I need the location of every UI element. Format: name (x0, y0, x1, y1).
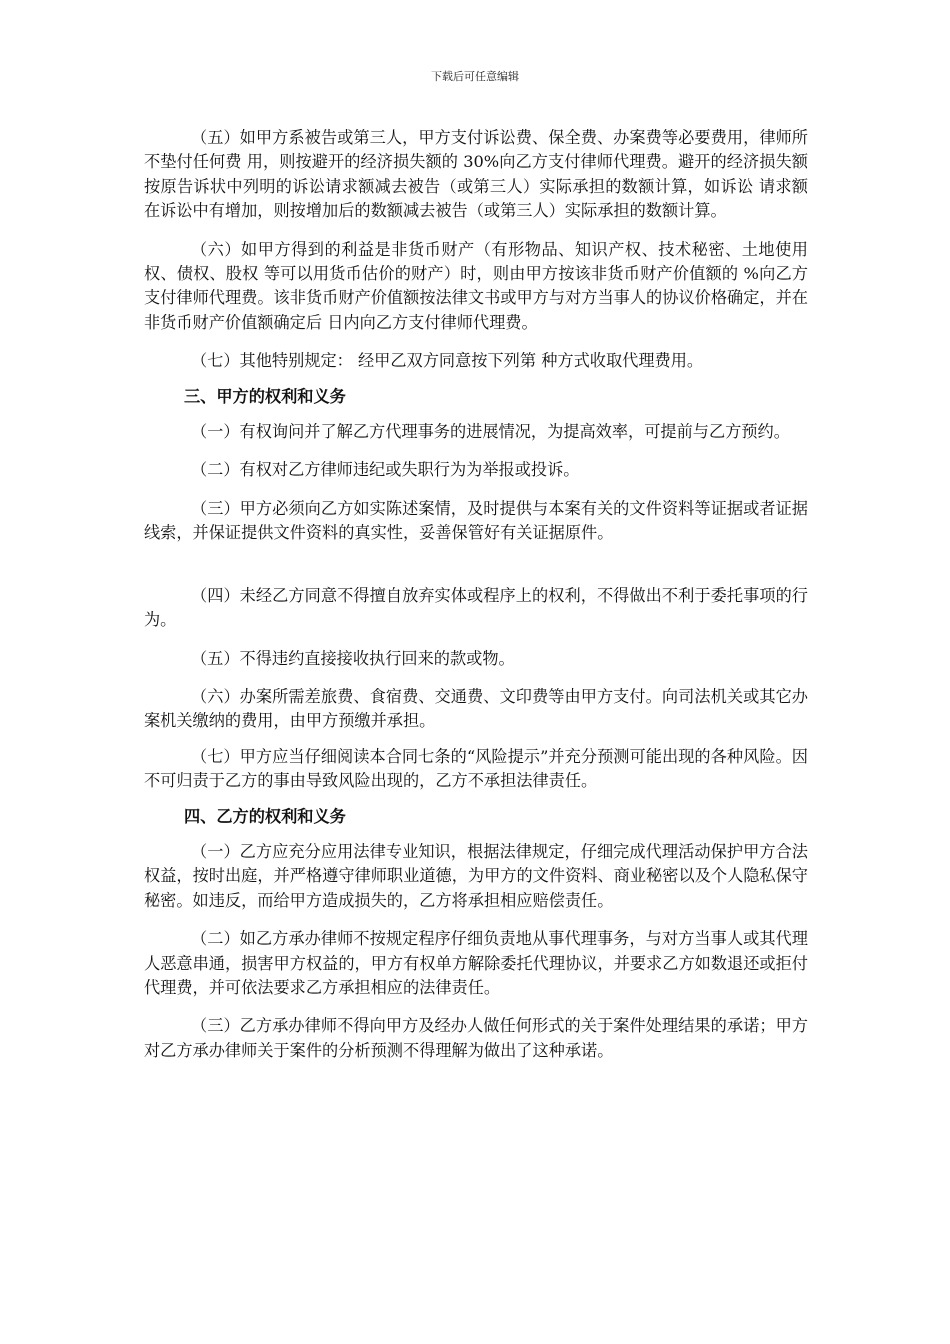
section-4-title: 四、乙方的权利和义务 (184, 806, 346, 826)
clause-4-3: （三）乙方承办律师不得向甲方及经办人做任何形式的关于案件处理结果的承诺；甲方对乙方承办律师关于案件的分析预测不得理解为做出了这种承诺。 (144, 1016, 808, 1060)
clause-2-7: （七）其他特别规定： 经甲乙双方同意按下列第 种方式收取代理费用。 (190, 351, 704, 371)
clause-4-1: （一）乙方应充分应用法律专业知识，根据法律规定，仔细完成代理活动保护甲方合法权益，按时出庭，并严格遵守律师职业道德，为甲方的文件资料、商业秘密以及个人隐私保守秘密。如违反，而给甲方造成损失的，乙方将承担相应赔偿责任。 (144, 841, 808, 910)
clause-2-6: （六）如甲方得到的利益是非货币财产（有形物品、知识产权、技术秘密、土地使用权、债权、股权 等可以用货币估价的财产）时，则由甲方按该非货币财产价值额的 %向乙方支付律师代理费。该非货币财产价值额按法律文书或甲方与对方当事人的协议价格确定，并在非货币财产价值额确定后 日内向乙方支付律师代理费。 (144, 239, 808, 332)
clause-4-2: （二）如乙方承办律师不按规定程序仔细负责地从事代理事务，与对方当事人或其代理人恶意串通，损害甲方权益的，甲方有权单方解除委托代理协议，并要求乙方如数退还或拒付代理费，并可依法要求乙方承担相应的法律责任。 (144, 929, 808, 997)
clause-3-2: （二）有权对乙方律师违纪或失职行为为举报或投诉。 (190, 460, 580, 480)
page-header: 下载后可任意编辑 (431, 70, 519, 83)
clause-3-4: （四）未经乙方同意不得擅自放弃实体或程序上的权利，不得做出不利于委托事项的行为。 (144, 585, 808, 630)
clause-3-7: （七）甲方应当仔细阅读本合同七条的“风险提示”并充分预测可能出现的各种风险。因不可归责于乙方的事由导致风险出现的，乙方不承担法律责任。 (144, 746, 808, 791)
clause-3-6: （六）办案所需差旅费、食宿费、交通费、文印费等由甲方支付。向司法机关或其它办案机关缴纳的费用，由甲方预缴并承担。 (144, 686, 808, 731)
document-body (144, 126, 808, 1063)
clause-3-1: （一）有权询问并了解乙方代理事务的进展情况，为提高效率，可提前与乙方预约。 (190, 422, 790, 442)
section-3-title: 三、甲方的权利和义务 (184, 386, 346, 406)
clause-2-5: （五）如甲方系被告或第三人，甲方支付诉讼费、保全费、办案费等必要费用，律师所不垫付任何费 用，则按避开的经济损失额的 30%向乙方支付律师代理费。避开的经济损失额按原告诉状中列明的诉讼请求额减去被告（或第三人）实际承担的数额计算，如诉讼 请求额在诉讼中有增加，则按增加后的数额减去被告（或第三人）实际承担的数额计算。 (144, 128, 808, 221)
clause-3-3: （三）甲方必须向乙方如实陈述案情，及时提供与本案有关的文件资料等证据或者证据线索，并保证提供文件资料的真实性，妥善保管好有关证据原件。 (144, 498, 808, 543)
clause-3-5: （五）不得违约直接接收执行回来的款或物。 (190, 648, 515, 668)
